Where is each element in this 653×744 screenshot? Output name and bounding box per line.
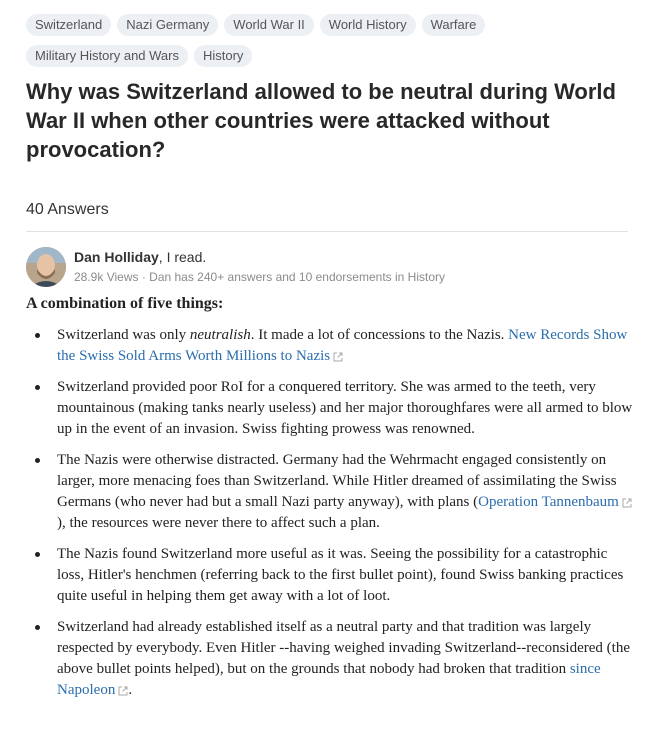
point-text: Switzerland had already established itself as a neutral party and that tradition was largely respected by everybody. Even Hitler --having weighed invading Switzerland--reconsidered (the above bullet points helped), but on the grounds that nobody had broken that tradition (57, 619, 630, 677)
view-count: 28.9k Views (74, 270, 139, 284)
point-text: The Nazis were otherwise distracted. Germany had the Wehrmacht engaged consistently on larger, more menacing foes than Switzerland. While Hitler dreamed of assimilating the Swiss Germans (who never had but a small Nazi party anyway), with plans ( (57, 452, 617, 510)
avatar[interactable] (26, 247, 66, 287)
tag-warfare[interactable]: Warfare (422, 14, 486, 36)
list-item (57, 325, 636, 367)
bullet-icon (35, 385, 40, 390)
point-text: The Nazis found Switzerland more useful as it was. Seeing the possibility for a catastrophic loss, Hitler's henchmen (referring back to the first bullet point), found Swiss banking practices quite useful in helping them get away with a lot of loot. (57, 546, 624, 604)
bullet-icon (35, 458, 40, 463)
avatar-image (26, 247, 66, 287)
bullet-icon (35, 552, 40, 557)
operation-tannenbaum-link[interactable] (478, 494, 632, 510)
point-text: ), the resources were never there to affect such a plan. (57, 515, 380, 531)
point-emphasis: neutralish (189, 327, 251, 343)
list-item (57, 450, 636, 534)
tag-nazi-germany[interactable]: Nazi Germany (117, 14, 218, 36)
tag-row (26, 14, 626, 36)
author-line (74, 249, 206, 265)
list-item (57, 544, 636, 607)
author-name[interactable]: Dan Holliday (74, 249, 159, 265)
author-stats[interactable]: Dan has 240+ answers and 10 endorsements in History (149, 270, 445, 284)
tag-switzerland[interactable]: Switzerland (26, 14, 111, 36)
answer-bullet-list (26, 325, 636, 701)
author-credential: , I read. (158, 249, 207, 265)
point-text: . (128, 682, 133, 698)
meta-separator: · (138, 270, 150, 284)
point-text: . It made a lot of concessions to the Nazis. (250, 327, 509, 343)
list-item (57, 617, 636, 701)
point-text: Switzerland was only (57, 327, 190, 343)
bullet-icon (35, 333, 40, 338)
answer-body (26, 293, 636, 711)
external-link-icon (118, 686, 128, 696)
answer-meta (74, 270, 445, 284)
question-title[interactable]: Why was Switzerland allowed to be neutral during World War II when other countries were attacked without provocation? (26, 79, 616, 162)
external-link-icon (622, 498, 632, 508)
tag-world-war-ii[interactable]: World War II (224, 14, 314, 36)
bullet-icon (35, 625, 40, 630)
external-link-icon (333, 352, 343, 362)
link-text[interactable]: since Napoleon (57, 661, 601, 698)
tag-history[interactable]: History (194, 45, 252, 67)
link-text[interactable]: Operation Tannenbaum (478, 494, 619, 510)
answers-count: 40 Answers (26, 201, 109, 218)
tag-world-history[interactable]: World History (320, 14, 416, 36)
tag-row (26, 45, 626, 67)
link-text[interactable]: New Records Show the Swiss Sold Arms Worth Millions to Nazis (57, 327, 628, 364)
topic-tags (26, 14, 626, 76)
tag-military-history[interactable]: Military History and Wars (26, 45, 188, 67)
list-item (57, 377, 636, 440)
divider (26, 231, 628, 232)
answer-lead: A combination of five things: (26, 295, 224, 312)
point-text: Switzerland provided poor RoI for a conquered territory. She was armed to the teeth, very mountainous (making tanks nearly useless) and her major thoroughfares were all armed to blow up in the event of an invasion. Swiss fighting prowess was renowned. (57, 379, 633, 437)
